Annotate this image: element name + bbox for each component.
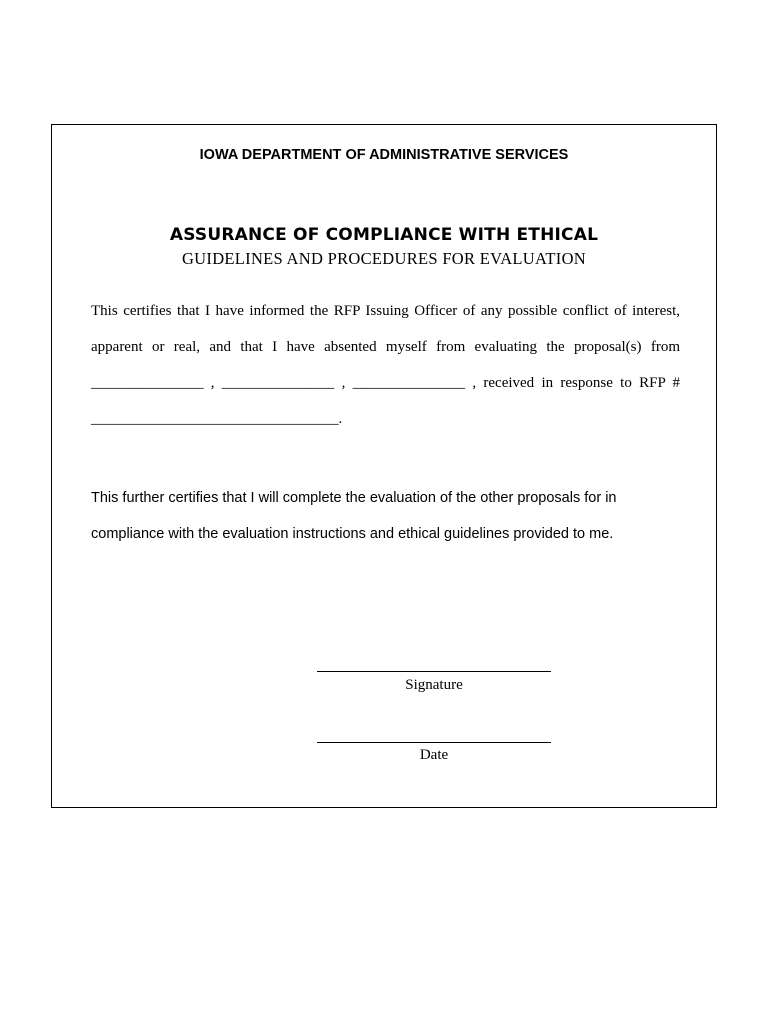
form-border	[51, 124, 717, 808]
certification-line-1: This certifies that I have informed the RFP Issuing Officer of any possible conflict of interest,	[91, 303, 680, 319]
date-line	[317, 742, 551, 743]
form-title: ASSURANCE OF COMPLIANCE WITH ETHICAL	[169, 225, 599, 245]
further-certification-line-1: This further certifies that I will complete the evaluation of the other proposals for in	[91, 490, 617, 506]
date-label: Date	[419, 747, 449, 763]
signature-label: Signature	[405, 677, 463, 693]
form-subtitle: GUIDELINES AND PROCEDURES FOR EVALUATION	[181, 249, 587, 268]
agency-name: IOWA DEPARTMENT OF ADMINISTRATIVE SERVICES	[199, 147, 569, 163]
certification-line-2: apparent or real, and that I have absented myself from evaluating the proposal(s) from	[91, 339, 680, 355]
signature-line	[317, 671, 551, 672]
certification-line-3: _______________ , _______________ , _______________ , received in response to RFP #	[91, 375, 680, 391]
further-certification-line-2: compliance with the evaluation instructions and ethical guidelines provided to me.	[91, 526, 614, 542]
certification-line-4: _________________________________.	[91, 411, 343, 427]
